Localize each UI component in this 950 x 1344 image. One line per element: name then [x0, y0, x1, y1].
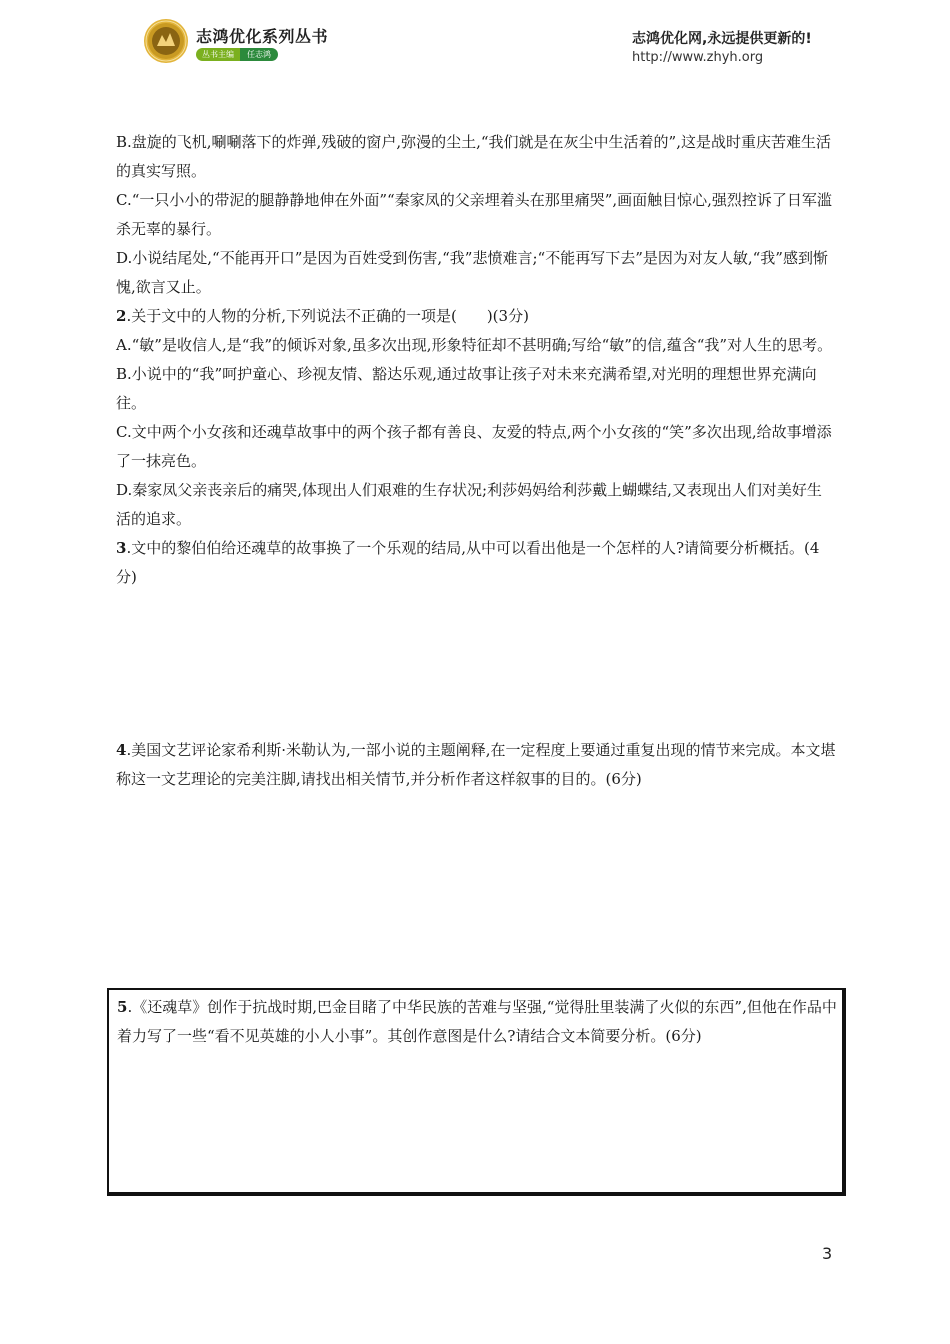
header-url[interactable]: http://www.zhyh.org [632, 50, 764, 65]
header-slogan: 志鸿优化网,永远提供更新的! [632, 31, 812, 47]
question-2-text: .关于文中的人物的分析,下列说法不正确的一项是( )(3分) [126, 307, 529, 325]
q2-option-b: B.小说中的“我”呵护童心、珍视友情、豁达乐观,通过故事让孩子对未来充满希望,对光明的理想世界充满向往。 [116, 365, 817, 412]
question-5 [117, 993, 837, 1051]
question-2-number: 2 [116, 307, 127, 325]
editor-badge [196, 48, 278, 61]
page-number: 3 [822, 1244, 833, 1263]
q1-option-c: C.“一只小小的带泥的腿静静地伸在外面”“秦家凤的父亲埋着头在那里痛哭”,画面触目惊心,强烈控诉了日军滥杀无辜的暴行。 [116, 191, 832, 238]
q1-option-b: B.盘旋的飞机,唰唰落下的炸弹,残破的窗户,弥漫的尘土,“我们就是在灰尘中生活着的”,这是战时重庆苦难生活的真实写照。 [116, 133, 831, 180]
question-4-text: .美国文艺评论家希利斯·米勒认为,一部小说的主题阐释,在一定程度上要通过重复出现的情节来完成。本文堪称这一文艺理论的完美注脚,请找出相关情节,并分析作者这样叙事的目的。(6分) [116, 741, 836, 788]
question-2 [116, 302, 836, 331]
question-5-number: 5 [117, 998, 128, 1016]
question-4-number: 4 [116, 741, 127, 759]
editor-name: 任志鸿 [240, 48, 278, 61]
publisher-logo-icon [143, 18, 189, 64]
question-3 [116, 534, 836, 592]
q2-option-a: A.“敏”是收信人,是“我”的倾诉对象,虽多次出现,形象特征却不甚明确;写给“敏”的信,蕴含“我”对人生的思考。 [116, 336, 833, 354]
brand-title: 志鸿优化系列丛书 [196, 27, 329, 46]
answer-space-4[interactable] [116, 794, 836, 958]
question-5-box[interactable] [107, 988, 846, 1196]
question-3-text: .文中的黎伯伯给还魂草的故事换了一个乐观的结局,从中可以看出他是一个怎样的人?请简要分析概括。(4分) [116, 539, 820, 586]
question-content [116, 128, 836, 958]
page-header [0, 0, 950, 80]
q2-option-c: C.文中两个小女孩和还魂草故事中的两个孩子都有善良、友爱的特点,两个小女孩的“笑”多次出现,给故事增添了一抹亮色。 [116, 423, 832, 470]
question-5-text: .《还魂草》创作于抗战时期,巴金目睹了中华民族的苦难与坚强,“觉得肚里装满了火似的东西”,但他在作品中着力写了一些“看不见英雄的小人小事”。其创作意图是什么?请结合文本简要分析。(6分) [117, 998, 837, 1045]
answer-space-3[interactable] [116, 592, 836, 736]
q2-option-d: D.秦家凤父亲丧亲后的痛哭,体现出人们艰难的生存状况;利莎妈妈给利莎戴上蝴蝶结,又表现出人们对美好生活的追求。 [116, 481, 822, 528]
editor-role: 丛书主编 [196, 48, 240, 61]
question-3-number: 3 [116, 539, 127, 557]
question-4 [116, 736, 836, 794]
q1-option-d: D.小说结尾处,“不能再开口”是因为百姓受到伤害,“我”悲愤难言;“不能再写下去”是因为对友人敏,“我”感到惭愧,欲言又止。 [116, 249, 828, 296]
